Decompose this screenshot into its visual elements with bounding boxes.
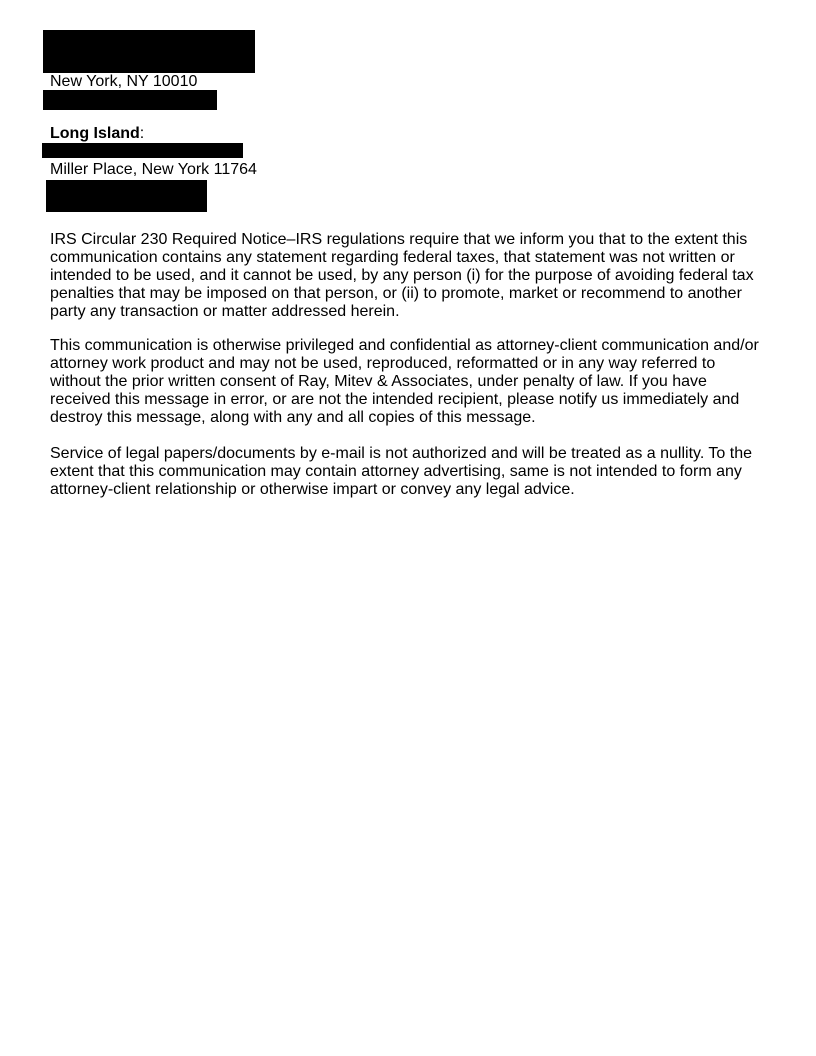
- redacted-ny-phone: [43, 90, 217, 110]
- redacted-long-island-address: [42, 143, 243, 158]
- long-island-heading: [50, 125, 144, 143]
- ny-office-city-line: New York, NY 10010: [50, 73, 198, 90]
- confidentiality-notice: This communication is otherwise privileged and confidential as attorney-client communication and/or attorney work product and may not be used, reproduced, reformatted or in any way referred to without the prior written consent of Ray, Mitev & Associates, under penalty of law. If you have received this message in error, or are not the intended recipient, please notify us immediately and destroy this message, along with any and all copies of this message.: [50, 337, 759, 426]
- redacted-long-island-contact: [46, 180, 207, 212]
- long-island-heading-label: Long Island: [50, 125, 140, 142]
- irs-circular-230-notice: IRS Circular 230 Required Notice–IRS regulations require that we inform you that to the extent this communication contains any statement regarding federal taxes, that statement was not written or intended to be used, and it cannot be used, by any person (i) for the purpose of avoiding federal tax penalties that may be imposed on that person, or (ii) to promote, market or recommend to another party any transaction or matter addressed herein.: [50, 231, 754, 320]
- long-island-heading-colon: :: [139, 125, 145, 142]
- long-island-city-line: Miller Place, New York 11764: [50, 161, 257, 178]
- redacted-firm-name: [43, 30, 255, 73]
- service-of-papers-notice: Service of legal papers/documents by e-mail is not authorized and will be treated as a nullity. To the extent that this communication may contain attorney advertising, same is not intended to form any attorney-client relationship or otherwise impart or convey any legal advice.: [50, 445, 753, 498]
